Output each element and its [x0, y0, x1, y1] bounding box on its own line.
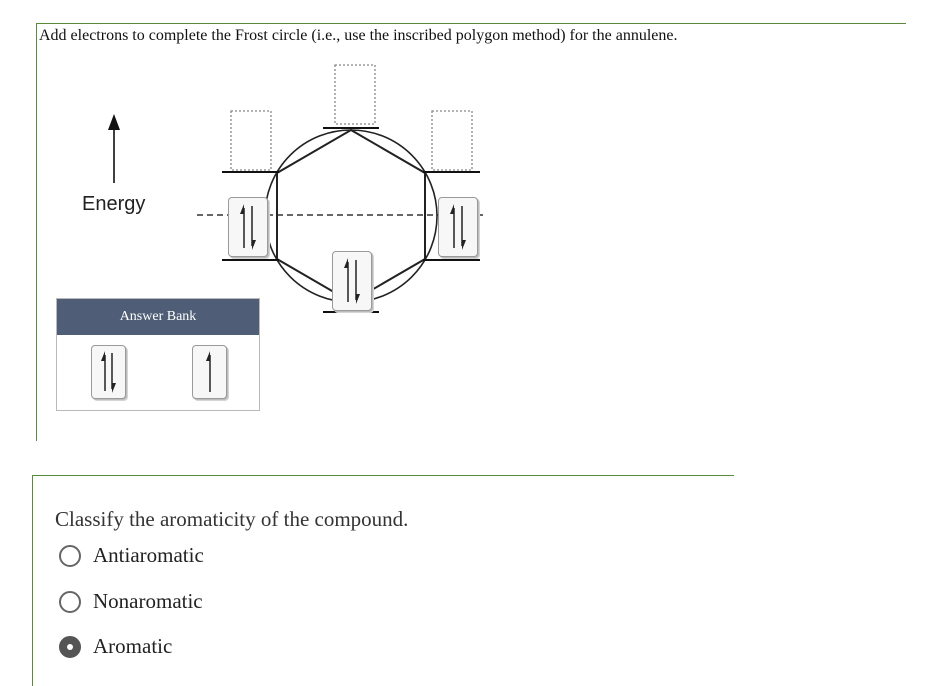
answer-bank-item-single[interactable]: [192, 345, 227, 399]
option-antiaromatic[interactable]: [59, 543, 204, 568]
radio-antiaromatic[interactable]: [59, 545, 81, 567]
single-electron-icon: [193, 346, 226, 398]
orbital-bottom[interactable]: [332, 251, 372, 311]
orbital-lower-right[interactable]: [438, 197, 478, 257]
orbital-slot-upper-right: [432, 111, 472, 170]
radio-nonaromatic[interactable]: [59, 591, 81, 613]
answer-bank-item-paired[interactable]: [91, 345, 126, 399]
orbital-lower-left[interactable]: [228, 197, 268, 257]
radio-aromatic[interactable]: [59, 636, 81, 658]
energy-axis-label: Energy: [82, 193, 146, 215]
panel2-left-border: [32, 475, 33, 686]
option-label: Nonaromatic: [93, 589, 203, 613]
paired-electrons-icon: [92, 346, 125, 398]
answer-bank-title: Answer Bank: [57, 299, 259, 335]
option-nonaromatic[interactable]: [59, 589, 203, 614]
frost-prompt: Add electrons to complete the Frost circle (i.e., use the inscribed polygon method) for the annulene.: [39, 27, 678, 44]
option-label: Aromatic: [93, 634, 173, 658]
paired-electrons-icon: [333, 252, 371, 310]
orbital-slot-top: [335, 65, 375, 124]
panel2-top-border: [32, 475, 734, 476]
paired-electrons-icon: [439, 198, 477, 256]
orbital-slot-upper-left: [231, 111, 271, 170]
option-aromatic[interactable]: [59, 634, 172, 659]
option-label: Antiaromatic: [93, 543, 204, 567]
aromaticity-question: Classify the aromaticity of the compound.: [55, 507, 409, 531]
paired-electrons-icon: [229, 198, 267, 256]
energy-arrow-head: [108, 114, 120, 130]
answer-bank: [56, 298, 260, 411]
